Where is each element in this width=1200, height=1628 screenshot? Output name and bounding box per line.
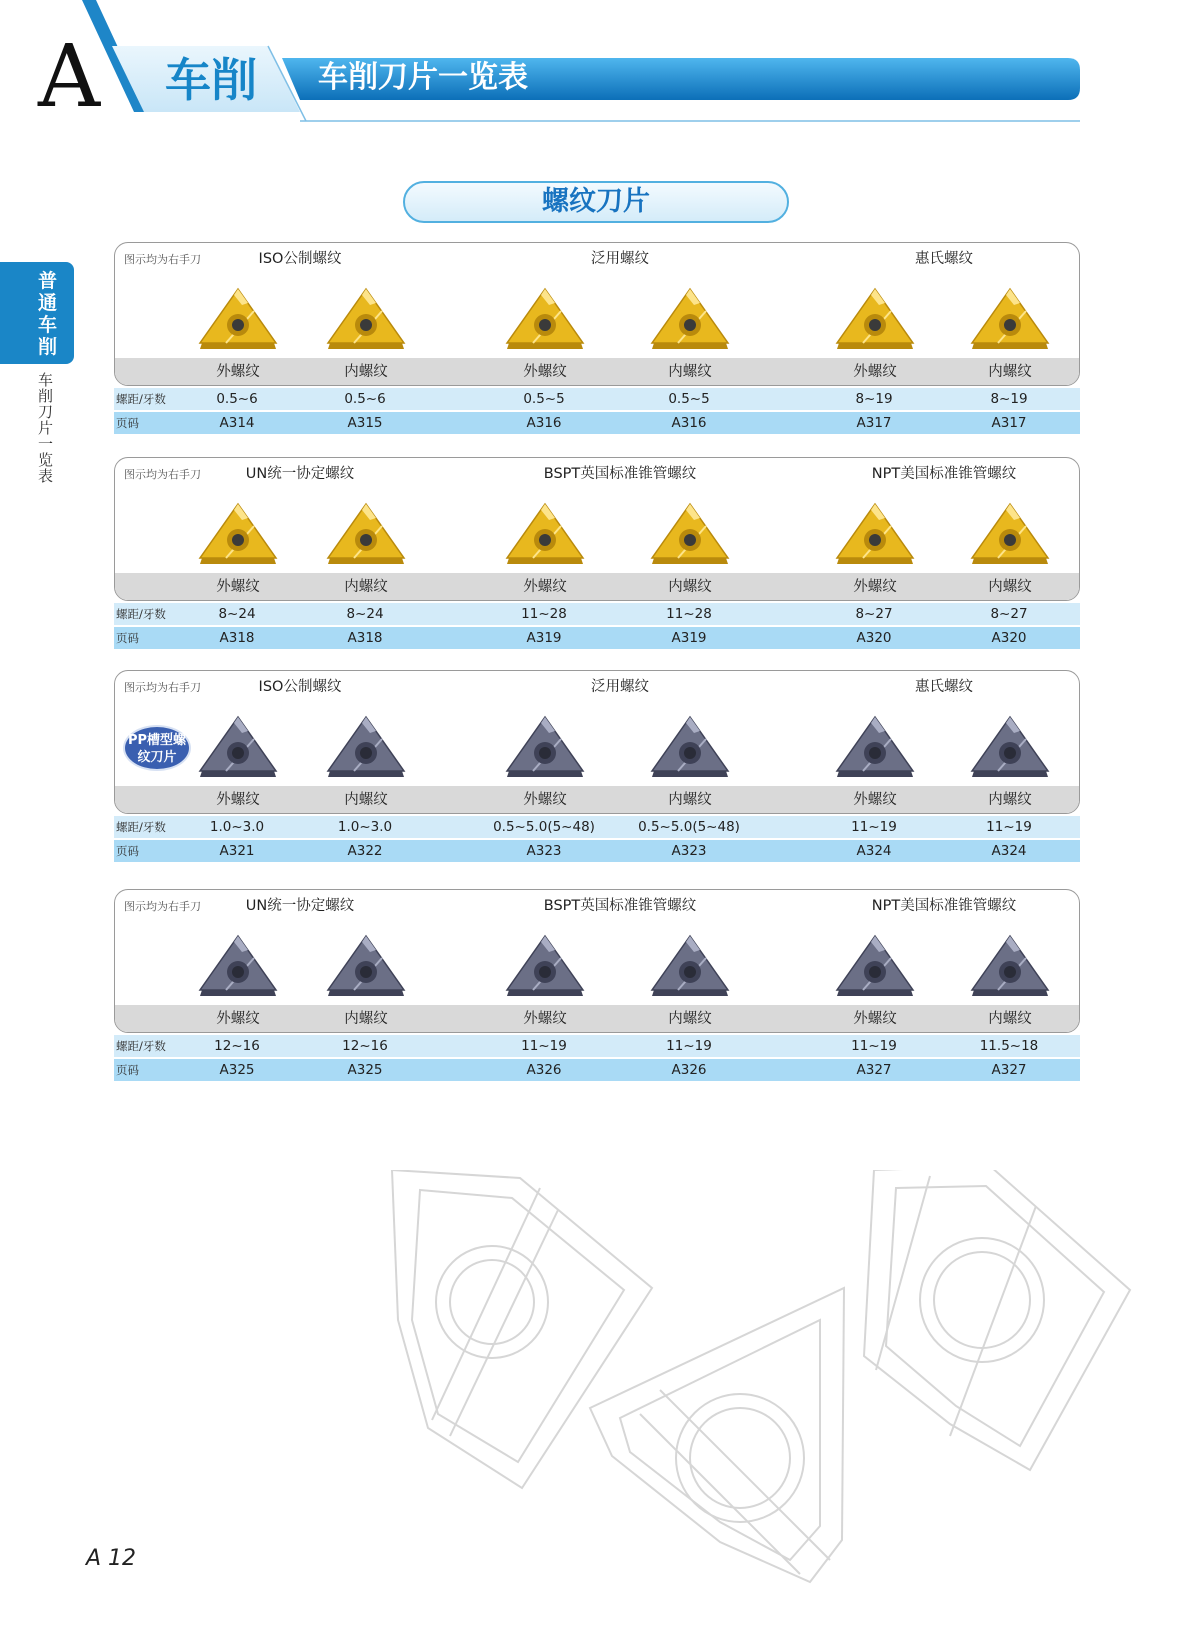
- page-ref-link[interactable]: A325: [347, 1062, 383, 1078]
- thread-type-label: 内螺纹: [988, 792, 1032, 808]
- triangle-insert-icon: [196, 500, 280, 570]
- insert-image-external[interactable]: [503, 500, 587, 574]
- insert-image-internal[interactable]: [324, 500, 408, 574]
- page-ref-link[interactable]: A319: [671, 630, 707, 646]
- note-right-hand: 图示均为右手刀: [124, 253, 201, 266]
- insert-image-internal[interactable]: [324, 713, 408, 787]
- insert-image-external[interactable]: [833, 713, 917, 787]
- pitch-value: 0.5~5: [668, 391, 710, 407]
- thread-type-label: 外螺纹: [523, 364, 567, 380]
- thread-type-label: 外螺纹: [853, 364, 897, 380]
- thread-type-label: 内螺纹: [988, 1011, 1032, 1027]
- thread-type-label: 外螺纹: [216, 579, 260, 595]
- pitch-value: 8~19: [855, 391, 893, 407]
- pitch-value: 11~19: [521, 1038, 567, 1054]
- page-ref-link[interactable]: A325: [219, 1062, 255, 1078]
- triangle-insert-icon: [196, 285, 280, 355]
- group-title: ISO公制螺纹: [258, 251, 342, 267]
- chapter-letter: A: [38, 27, 101, 127]
- section-title: 螺纹刀片: [542, 186, 650, 217]
- side-tab[interactable]: [0, 262, 74, 364]
- page-ref-link[interactable]: A318: [347, 630, 383, 646]
- pitch-row-label: 螺距/牙数: [116, 820, 166, 834]
- group-title: 惠氏螺纹: [915, 679, 973, 695]
- pitch-value: 11~19: [851, 819, 897, 835]
- pitch-value: 1.0~3.0: [337, 819, 393, 835]
- page-ref-link[interactable]: A322: [347, 843, 383, 859]
- group-title: 惠氏螺纹: [915, 251, 973, 267]
- thread-type-label: 内螺纹: [668, 792, 712, 808]
- page-ref-link[interactable]: A327: [856, 1062, 892, 1078]
- thread-type-label: 外螺纹: [216, 1011, 260, 1027]
- insert-panel: [114, 242, 1080, 386]
- triangle-insert-icon: [968, 500, 1052, 570]
- insert-image-external[interactable]: [196, 500, 280, 574]
- thread-type-label: 外螺纹: [523, 1011, 567, 1027]
- group-title: ISO公制螺纹: [258, 679, 342, 695]
- insert-panel: [114, 889, 1080, 1033]
- pitch-value: 8~27: [855, 606, 893, 622]
- pitch-value: 11~19: [986, 819, 1032, 835]
- pitch-row-label: 螺距/牙数: [116, 607, 166, 621]
- page-ref-link[interactable]: A316: [526, 415, 562, 431]
- pitch-value: 1.0~3.0: [209, 819, 265, 835]
- pitch-row: [114, 1035, 1080, 1057]
- page-ref-link[interactable]: A318: [219, 630, 255, 646]
- pitch-row: [114, 603, 1080, 625]
- page-ref-link[interactable]: A326: [671, 1062, 707, 1078]
- thread-type-label: 内螺纹: [344, 364, 388, 380]
- page-ref-link[interactable]: A314: [219, 415, 255, 431]
- thread-type-label: 外螺纹: [523, 579, 567, 595]
- page-ref-link[interactable]: A320: [856, 630, 892, 646]
- thread-type-label: 内螺纹: [988, 364, 1032, 380]
- pitch-row: [114, 388, 1080, 410]
- thread-type-label: 内螺纹: [988, 579, 1032, 595]
- page-ref-link[interactable]: A324: [991, 843, 1027, 859]
- insert-image-internal[interactable]: [968, 932, 1052, 1006]
- insert-image-internal[interactable]: [648, 285, 732, 359]
- pitch-row-label: 螺距/牙数: [116, 1039, 166, 1053]
- line-art-insert-middle: [590, 1288, 844, 1582]
- thread-type-label: 内螺纹: [344, 579, 388, 595]
- insert-image-internal[interactable]: [324, 285, 408, 359]
- pitch-row: [114, 816, 1080, 838]
- triangle-insert-icon: [648, 932, 732, 1002]
- pitch-value: 8~24: [346, 606, 384, 622]
- thread-type-label: 外螺纹: [853, 792, 897, 808]
- page-title: 车削刀片一览表: [318, 60, 528, 95]
- group-title: UN统一协定螺纹: [245, 466, 355, 482]
- group-title: 泛用螺纹: [591, 679, 649, 695]
- triangle-insert-icon: [324, 285, 408, 355]
- page-ref-link[interactable]: A323: [526, 843, 562, 859]
- line-art-insert-left: [392, 1170, 652, 1488]
- triangle-insert-icon: [324, 713, 408, 783]
- pitch-value: 12~16: [342, 1038, 388, 1054]
- page-ref-link[interactable]: A324: [856, 843, 892, 859]
- thread-type-label: 内螺纹: [344, 792, 388, 808]
- note-right-hand: 图示均为右手刀: [124, 681, 201, 694]
- pitch-value: 0.5~5: [523, 391, 565, 407]
- insert-image-external[interactable]: [196, 713, 280, 787]
- page-row: [114, 1059, 1080, 1081]
- note-right-hand: 图示均为右手刀: [124, 468, 201, 481]
- triangle-insert-icon: [968, 932, 1052, 1002]
- pitch-value: 12~16: [214, 1038, 260, 1054]
- insert-image-external[interactable]: [503, 713, 587, 787]
- pitch-row-label: 螺距/牙数: [116, 392, 166, 406]
- pitch-value: 8~27: [990, 606, 1028, 622]
- insert-panel: [114, 670, 1080, 814]
- line-art-insert-right: [864, 1170, 1130, 1470]
- thread-type-label: 外螺纹: [523, 792, 567, 808]
- thread-type-label: 外螺纹: [216, 792, 260, 808]
- insert-image-external[interactable]: [503, 285, 587, 359]
- thread-type-label: 外螺纹: [853, 1011, 897, 1027]
- group-title: 泛用螺纹: [591, 251, 649, 267]
- group-title: NPT美国标准锥管螺纹: [871, 898, 1017, 914]
- page-row: [114, 412, 1080, 434]
- pitch-value: 11~28: [666, 606, 712, 622]
- triangle-insert-icon: [833, 713, 917, 783]
- section-pill: [403, 181, 789, 223]
- triangle-insert-icon: [968, 285, 1052, 355]
- thread-type-label: 内螺纹: [344, 1011, 388, 1027]
- insert-image-internal[interactable]: [648, 500, 732, 574]
- triangle-insert-icon: [196, 713, 280, 783]
- pitch-value: 11~19: [851, 1038, 897, 1054]
- pitch-value: 11~28: [521, 606, 567, 622]
- pitch-value: 11~19: [666, 1038, 712, 1054]
- page-ref-link[interactable]: A316: [671, 415, 707, 431]
- insert-line-art: [390, 1170, 1170, 1590]
- insert-image-internal[interactable]: [648, 932, 732, 1006]
- pp-groove-badge-label: PP槽型螺纹刀片: [127, 733, 187, 765]
- chapter-title: 车削: [165, 53, 257, 107]
- thread-type-label: 内螺纹: [668, 1011, 712, 1027]
- page-ref-link[interactable]: A326: [526, 1062, 562, 1078]
- triangle-insert-icon: [503, 713, 587, 783]
- insert-image-internal[interactable]: [968, 713, 1052, 787]
- triangle-insert-icon: [503, 932, 587, 1002]
- page-number: A 12: [86, 1546, 137, 1571]
- triangle-insert-icon: [833, 285, 917, 355]
- insert-image-external[interactable]: [196, 285, 280, 359]
- pitch-value: 0.5~6: [344, 391, 386, 407]
- insert-image-internal[interactable]: [648, 713, 732, 787]
- thread-type-label: 外螺纹: [853, 579, 897, 595]
- pitch-value: 0.5~6: [216, 391, 258, 407]
- page-ref-link[interactable]: A317: [856, 415, 892, 431]
- triangle-insert-icon: [196, 932, 280, 1002]
- insert-image-external[interactable]: [833, 932, 917, 1006]
- group-title: UN统一协定螺纹: [245, 898, 355, 914]
- thread-type-label: 内螺纹: [668, 364, 712, 380]
- page-row-label: 页码: [116, 631, 139, 645]
- page-row: [114, 840, 1080, 862]
- triangle-insert-icon: [503, 285, 587, 355]
- group-title: NPT美国标准锥管螺纹: [871, 466, 1017, 482]
- triangle-insert-icon: [503, 500, 587, 570]
- triangle-insert-icon: [833, 932, 917, 1002]
- insert-image-external[interactable]: [503, 932, 587, 1006]
- insert-image-external[interactable]: [833, 500, 917, 574]
- triangle-insert-icon: [324, 932, 408, 1002]
- pitch-value: 11.5~18: [979, 1038, 1039, 1054]
- insert-image-internal[interactable]: [968, 500, 1052, 574]
- page-ref-link[interactable]: A327: [991, 1062, 1027, 1078]
- page-ref-link[interactable]: A321: [219, 843, 255, 859]
- side-subtitle: 车削刀片一览表: [38, 371, 54, 485]
- triangle-insert-icon: [324, 500, 408, 570]
- group-title: BSPT英国标准锥管螺纹: [543, 466, 697, 482]
- thread-type-label: 外螺纹: [216, 364, 260, 380]
- page-row-label: 页码: [116, 416, 139, 430]
- pitch-value: 8~19: [990, 391, 1028, 407]
- triangle-insert-icon: [648, 500, 732, 570]
- page-row-label: 页码: [116, 844, 139, 858]
- insert-panel: [114, 457, 1080, 601]
- pp-groove-badge: [123, 725, 191, 771]
- pitch-value: 8~24: [218, 606, 256, 622]
- insert-image-external[interactable]: [196, 932, 280, 1006]
- thread-type-label: 内螺纹: [668, 579, 712, 595]
- pitch-value: 0.5~5.0(5~48): [493, 819, 595, 835]
- triangle-insert-icon: [833, 500, 917, 570]
- note-right-hand: 图示均为右手刀: [124, 900, 201, 913]
- page-row: [114, 627, 1080, 649]
- page-ref-link[interactable]: A320: [991, 630, 1027, 646]
- page-ref-link[interactable]: A317: [991, 415, 1027, 431]
- insert-image-internal[interactable]: [324, 932, 408, 1006]
- pitch-value: 0.5~5.0(5~48): [638, 819, 740, 835]
- triangle-insert-icon: [648, 713, 732, 783]
- page-ref-link[interactable]: A323: [671, 843, 707, 859]
- triangle-insert-icon: [648, 285, 732, 355]
- insert-image-external[interactable]: [833, 285, 917, 359]
- group-title: BSPT英国标准锥管螺纹: [543, 898, 697, 914]
- side-tab-label: 普通车削: [38, 270, 58, 358]
- page-ref-link[interactable]: A315: [347, 415, 383, 431]
- triangle-insert-icon: [968, 713, 1052, 783]
- insert-image-internal[interactable]: [968, 285, 1052, 359]
- page-row-label: 页码: [116, 1063, 139, 1077]
- page-ref-link[interactable]: A319: [526, 630, 562, 646]
